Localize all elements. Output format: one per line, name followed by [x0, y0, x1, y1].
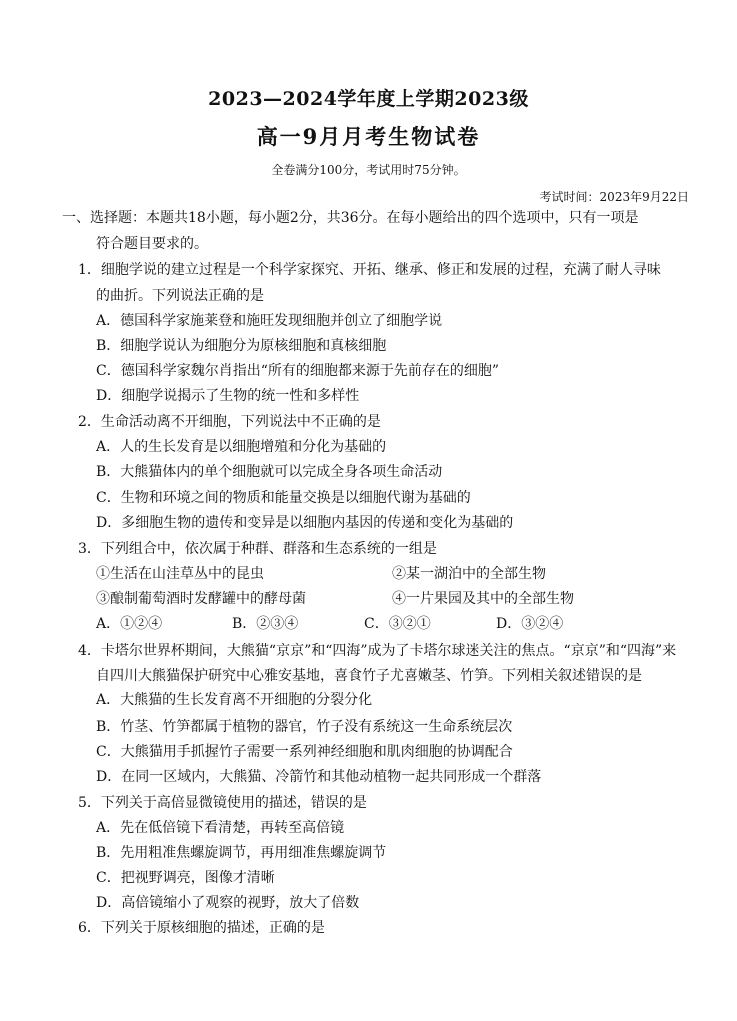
question-1-stem-line1: 1．细胞学说的建立过程是一个科学家探究、开拓、继承、修正和发展的过程，充满了耐人寻味 [78, 262, 661, 278]
question-5-stem: 5．下列关于高倍显微镜使用的描述，错误的是 [78, 795, 367, 811]
question-5-option-d: D．高倍镜缩小了观察的视野，放大了倍数 [96, 895, 360, 911]
question-1-option-b: B．细胞学说认为细胞分为原核细胞和真核细胞 [96, 338, 387, 354]
question-3-option-c: C．③②① [364, 616, 431, 632]
question-1-stem-line2: 的曲折。下列说法正确的是 [96, 288, 264, 304]
question-1-option-d: D．细胞学说揭示了生物的统一性和多样性 [96, 388, 360, 404]
question-4-option-b: B．竹茎、竹笋都属于植物的器官，竹子没有系统这一生命系统层次 [96, 719, 513, 735]
question-3-option-b: B．②③④ [232, 616, 299, 632]
question-2-option-a: A．人的生长发育是以细胞增殖和分化为基础的 [96, 439, 387, 455]
question-3-item-3: ③酿制葡萄酒时发酵罐中的酵母菌 [96, 591, 306, 607]
question-2-option-c: C．生物和环境之间的物质和能量交换是以细胞代谢为基础的 [96, 490, 471, 506]
exam-score-note: 全卷满分100分，考试用时75分钟。 [271, 163, 466, 177]
exam-title-line1: 2023—2024学年度上学期2023级 [208, 88, 529, 110]
question-2-option-b: B．大熊猫体内的单个细胞就可以完成全身各项生命活动 [96, 464, 443, 480]
question-5-option-b: B．先用粗准焦螺旋调节，再用细准焦螺旋调节 [96, 845, 387, 861]
question-6-stem: 6．下列关于原核细胞的描述，正确的是 [78, 920, 325, 936]
question-2-option-d: D．多细胞生物的遗传和变异是以细胞内基因的传递和变化为基础的 [96, 515, 514, 531]
question-3-option-a: A．①②④ [96, 616, 163, 632]
question-4-option-c: C．大熊猫用手抓握竹子需要一系列神经细胞和肌肉细胞的协调配合 [96, 744, 513, 760]
question-4-stem-line1: 4．卡塔尔世界杯期间，大熊猫“京京”和“四海”成为了卡塔尔球迷关注的焦点。“京京”和“四海”来 [78, 643, 677, 659]
question-4-option-a: A．大熊猫的生长发育离不开细胞的分裂分化 [96, 692, 373, 708]
exam-date: 考试时间：2023年9月22日 [539, 190, 689, 204]
question-3-item-4: ④一片果园及其中的全部生物 [392, 591, 574, 607]
question-5-option-a: A．先在低倍镜下看清楚，再转至高倍镜 [96, 820, 345, 836]
question-3-item-2: ②某一湖泊中的全部生物 [392, 566, 546, 582]
exam-title-line2: 高一9月月考生物试卷 [256, 124, 481, 149]
question-3-item-1: ①生活在山洼草丛中的昆虫 [96, 566, 264, 582]
section-heading-line2: 符合题目要求的。 [96, 236, 208, 252]
question-5-option-c: C．把视野调亮，图像才清晰 [96, 870, 275, 886]
question-2-stem: 2．生命活动离不开细胞，下列说法中不正确的是 [78, 414, 381, 430]
question-4-stem-line2: 自四川大熊猫保护研究中心雅安基地，喜食竹子尤喜嫩茎、竹笋。下列相关叙述错误的是 [96, 668, 642, 684]
question-4-option-d: D．在同一区域内，大熊猫、冷箭竹和其他动植物一起共同形成一个群落 [96, 769, 542, 785]
question-3-option-d: D．③②④ [496, 616, 564, 632]
question-1-option-a: A．德国科学家施莱登和施旺发现细胞并创立了细胞学说 [96, 313, 443, 329]
question-3-stem: 3．下列组合中，依次属于种群、群落和生态系统的一组是 [78, 541, 437, 557]
section-heading-line1: 一、选择题：本题共18小题，每小题2分，共36分。在每小题给出的四个选项中，只有一项是 [62, 210, 639, 226]
question-1-option-c: C．德国科学家魏尔肖指出“所有的细胞都来源于先前存在的细胞” [96, 363, 500, 379]
